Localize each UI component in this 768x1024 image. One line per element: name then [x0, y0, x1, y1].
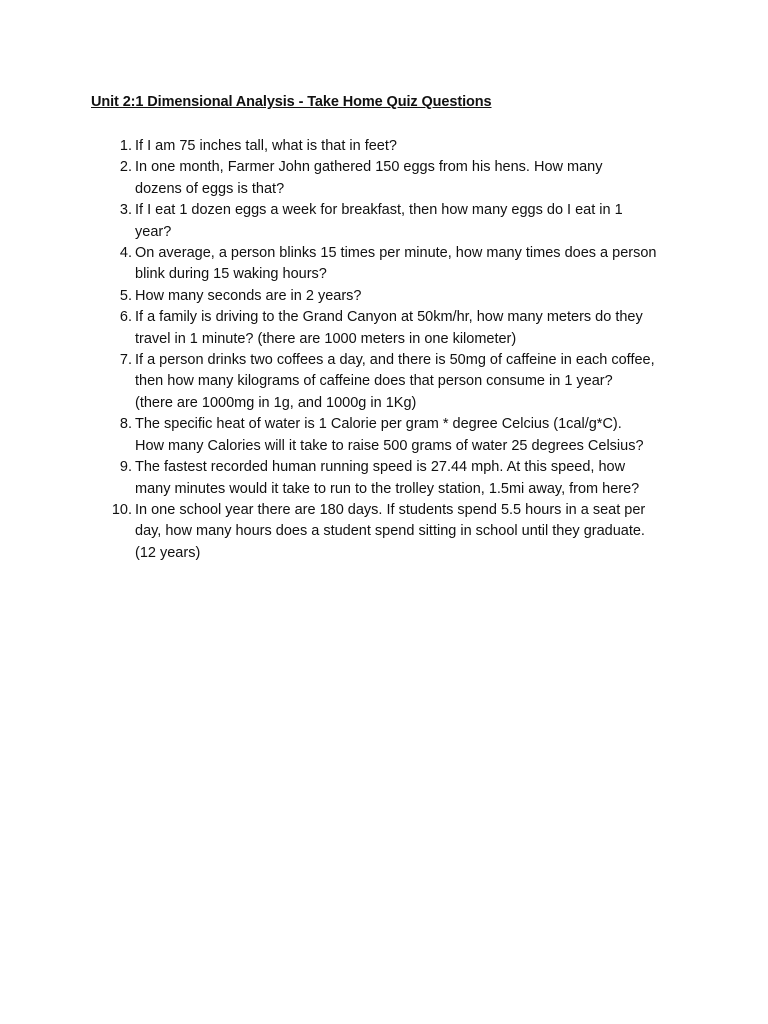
question-item: [110, 157, 690, 200]
question-text: [135, 350, 690, 414]
question-item: [110, 350, 690, 414]
question-text: [135, 457, 690, 500]
question-number: 6.: [119, 309, 132, 326]
question-text: [135, 136, 690, 157]
question-number: 7.: [119, 352, 132, 369]
page-title: Unit 2:1 Dimensional Analysis - Take Home Quiz Questions: [91, 94, 492, 110]
question-line: day, how many hours does a student spend sitting in school until they graduate.: [135, 523, 645, 540]
question-number: 2.: [119, 159, 132, 176]
question-number: 8.: [119, 416, 132, 433]
question-number: 10.: [111, 501, 132, 518]
question-item: [110, 307, 690, 350]
question-line: In one month, Farmer John gathered 150 eggs from his hens. How many: [135, 159, 603, 176]
question-item: [110, 286, 690, 307]
question-line: blink during 15 waking hours?: [135, 266, 327, 283]
question-line: If I am 75 inches tall, what is that in feet?: [135, 138, 397, 154]
question-line: On average, a person blinks 15 times per minute, how many times does a person: [135, 245, 657, 262]
question-line: travel in 1 minute? (there are 1000 meters in one kilometer): [135, 330, 517, 347]
question-item: [110, 200, 690, 243]
question-number: 1.: [119, 138, 132, 154]
question-text: [135, 157, 690, 200]
question-line: then how many kilograms of caffeine does that person consume in 1 year?: [135, 373, 613, 390]
question-number: 4.: [119, 245, 132, 262]
question-line: The fastest recorded human running speed is 27.44 mph. At this speed, how: [135, 459, 626, 476]
question-item: [110, 243, 690, 286]
question-item: [110, 500, 690, 564]
question-item: [110, 414, 690, 457]
question-list: [110, 136, 690, 564]
question-item: [110, 136, 690, 157]
question-number: 3.: [119, 202, 132, 219]
question-text: [135, 307, 690, 350]
question-number: 5.: [119, 287, 132, 304]
question-text: [135, 243, 690, 286]
question-text: [135, 414, 690, 457]
question-line: In one school year there are 180 days. If students spend 5.5 hours in a seat per: [135, 501, 646, 518]
question-line: How many seconds are in 2 years?: [135, 287, 362, 304]
question-line: year?: [135, 223, 172, 240]
question-line: If a family is driving to the Grand Canyon at 50km/hr, how many meters do they: [135, 309, 643, 326]
question-line: (there are 1000mg in 1g, and 1000g in 1Kg): [135, 394, 417, 411]
question-line: dozens of eggs is that?: [135, 180, 285, 197]
question-line: If I eat 1 dozen eggs a week for breakfast, then how many eggs do I eat in 1: [135, 202, 623, 219]
question-line: If a person drinks two coffees a day, and there is 50mg of caffeine in each coffee,: [135, 352, 655, 369]
question-line: The specific heat of water is 1 Calorie per gram * degree Celcius (1cal/g*C).: [135, 416, 622, 433]
question-text: [135, 200, 690, 243]
question-line: (12 years): [135, 544, 201, 561]
question-number: 9.: [119, 459, 132, 476]
question-line: many minutes would it take to run to the trolley station, 1.5mi away, from here?: [135, 480, 640, 497]
question-item: [110, 457, 690, 500]
question-line: How many Calories will it take to raise 500 grams of water 25 degrees Celsius?: [135, 437, 644, 454]
question-text: [135, 286, 690, 307]
question-text: [135, 500, 690, 564]
